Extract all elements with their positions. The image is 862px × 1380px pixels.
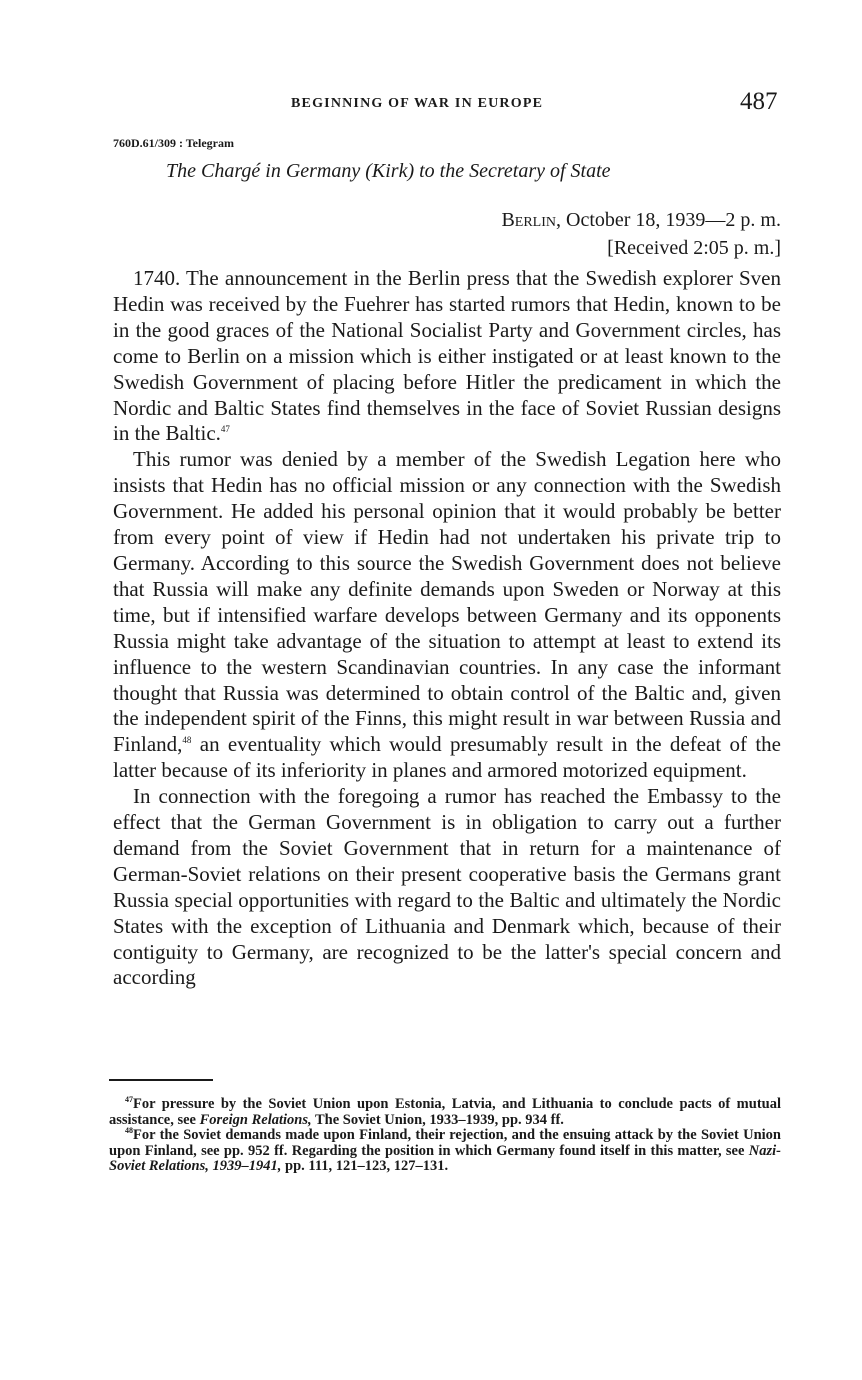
date-line: [400, 206, 781, 234]
footnote-mark: 47: [125, 1095, 133, 1105]
paragraph-1-text: 1740. The announcement in the Berlin press that the Swedish explorer Sven Hedin was received by the Fuehrer has started rumors that Hedin, known to be in the good graces of the National Socialist Party and Government circles, has come to Berlin on a mission which is either instigated or at least known to the Swedish Government of placing before Hitler the predicament in which the Nordic and Baltic States find themselves in the face of Soviet Russian designs in the Baltic.: [113, 266, 781, 446]
received-line: [Received 2:05 p. m.]: [607, 237, 781, 259]
file-reference: 760D.61/309 : Telegram: [113, 136, 234, 150]
footnote-text: pp. 111, 121–123, 127–131.: [281, 1158, 449, 1174]
footnote-divider: [109, 1079, 213, 1081]
page-number: 487: [740, 88, 778, 115]
footnote-text: For pressure by the Soviet Union upon Estonia, Latvia, and Lithuania to conclude pacts of mutual assistance, see: [109, 1096, 781, 1128]
paragraph-3: In connection with the foregoing a rumor has reached the Embassy to the effect that the German Government is in obligation to carry out a further demand from the Soviet Government that in return for a maintenance of German-Soviet relations on their present cooperative basis the Germans grant Russia special opportunities with regard to the Baltic and ultimately the Nordic States with the exception of Lithuania and Denmark which, because of their contiguity to Germany, are recognized to be the latter's special concern and according: [113, 784, 781, 990]
running-header: [0, 88, 862, 120]
dateline: [400, 206, 781, 262]
paragraph-2-text-a: This rumor was denied by a member of the Swedish Legation here who insists that Hedin has no official mission or any connection with the Swedish Government. He added his personal opinion that it would probably be better from every point of view if Hedin had not undertaken his private trip to Germany. According to this source the Swedish Government does not believe that Russia will make any definite demands upon Sweden or Norway at this time, but if intensified warfare develops between Germany and its opponents Russia might take advantage of the situation to attempt at least to extend its influence to the western Scandinavian countries. In any case the informant thought that Russia was determined to obtain control of the Baltic and, given the independent spirit of the Finns, this might result in war between Russia and Finland,: [113, 447, 781, 757]
footnote-mark: 48: [125, 1126, 133, 1136]
footnote-citation: Foreign Relations,: [199, 1111, 312, 1128]
footnotes: [109, 1097, 781, 1175]
running-title: BEGINNING OF WAR IN EUROPE: [291, 96, 544, 111]
footnote-48: [109, 1128, 781, 1175]
paragraph-2: [113, 447, 781, 784]
telegram-body: [113, 266, 781, 991]
footnote-ref-47: 47: [220, 424, 230, 435]
footnote-text: The Soviet Union, 1933–1939, pp. 934 ff.: [311, 1111, 564, 1128]
footnote-47: [109, 1097, 781, 1128]
footnote-citation: Nazi-Soviet Relations, 1939–1941,: [109, 1142, 781, 1174]
paragraph-2-text-b: an eventuality which would presumably result in the defeat of the latter because of its inferiority in planes and armored motorized equipment.: [113, 732, 781, 783]
date: , October 18, 1939—2 p. m.: [556, 209, 781, 231]
footnote-ref-48: 48: [182, 735, 192, 746]
paragraph-1: [113, 266, 781, 447]
footnote-text: For the Soviet demands made upon Finland, their rejection, and the ensuing attack by the Soviet Union upon Finland, see pp. 952 ff. Regarding the position in which Germany found itself in this matter, see: [109, 1127, 781, 1159]
place: Berlin: [501, 209, 557, 231]
document-title: The Chargé in Germany (Kirk) to the Secretary of State: [166, 160, 611, 182]
